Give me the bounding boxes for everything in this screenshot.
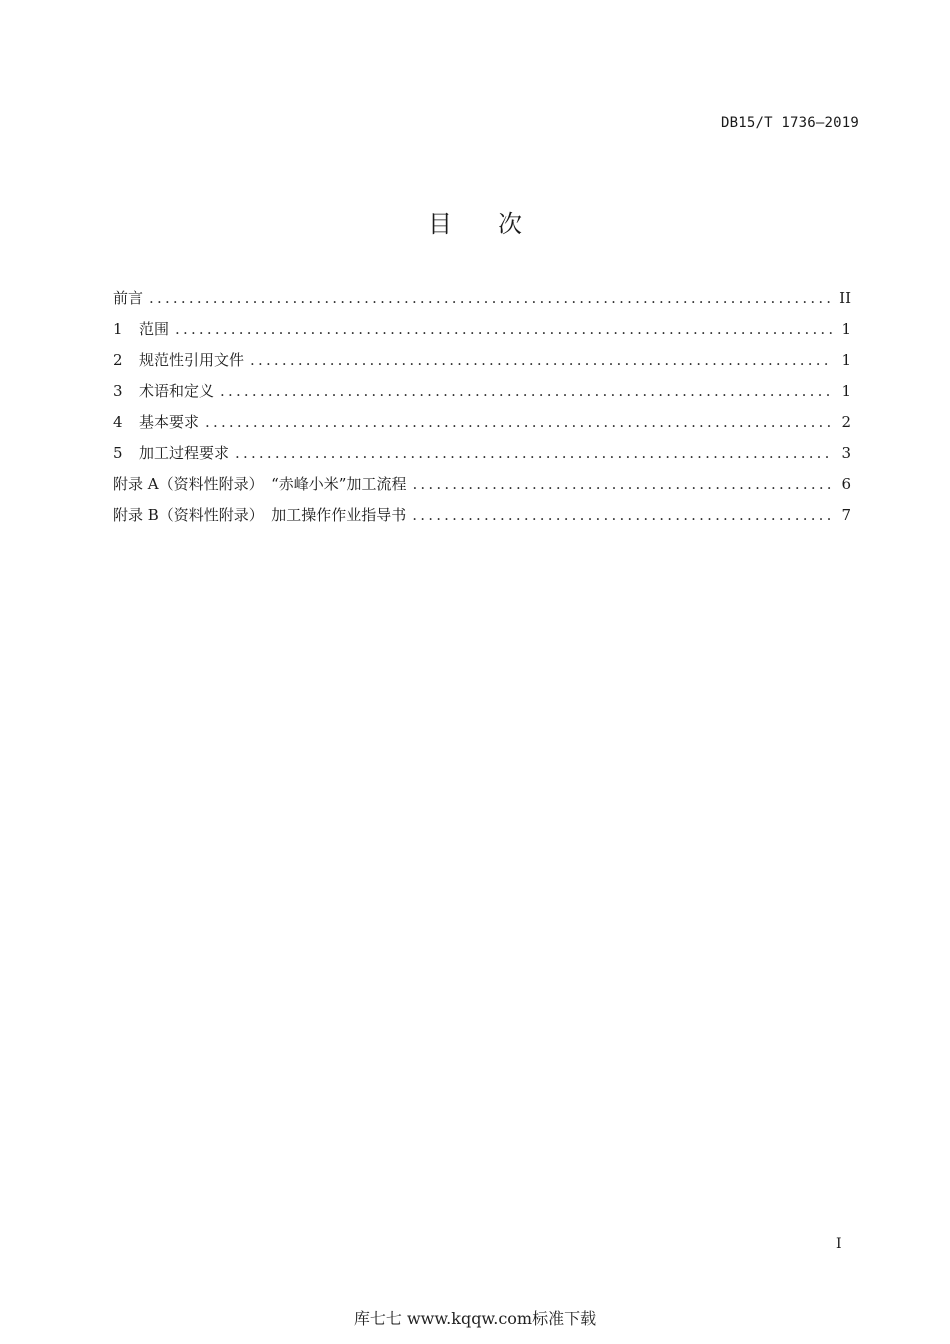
toc-entry-scope[interactable] [113, 318, 851, 349]
toc-entry-page: 7 [841, 506, 851, 524]
toc-entry-label: 基本要求 [139, 413, 200, 431]
toc-entry-processing-requirements[interactable] [113, 442, 851, 473]
watermark-text: 库七七 www.kqqw.com标准下载 [353, 1309, 597, 1328]
toc-leader-dots [235, 442, 833, 464]
toc-entry-label: 加工过程要求 [139, 444, 230, 462]
toc-entry-page: 3 [841, 444, 851, 462]
toc-leader-dots [205, 411, 833, 433]
toc-entry-page: II [839, 289, 851, 307]
toc-entry-page: 2 [841, 413, 851, 431]
toc-entry-number: 2 [113, 351, 123, 369]
toc-title: 目次 [428, 210, 568, 238]
page-number: I [836, 1236, 842, 1252]
toc-leader-dots [412, 504, 833, 526]
toc-entry-page: 6 [841, 475, 851, 493]
table-of-contents [113, 287, 851, 535]
toc-entry-page: 1 [841, 382, 851, 400]
toc-entry-number: 5 [113, 444, 123, 462]
toc-entry-number: 1 [113, 320, 123, 338]
toc-entry-normative-references[interactable] [113, 349, 851, 380]
toc-entry-number: 3 [113, 382, 123, 400]
toc-entry-terms-definitions[interactable] [113, 380, 851, 411]
toc-leader-dots [220, 380, 833, 402]
toc-leader-dots [149, 287, 833, 309]
toc-entry-label: 术语和定义 [139, 382, 215, 400]
toc-leader-dots [412, 473, 833, 495]
toc-entry-basic-requirements[interactable] [113, 411, 851, 442]
toc-leader-dots [175, 318, 833, 340]
toc-entry-page: 1 [841, 351, 851, 369]
toc-leader-dots [250, 349, 833, 371]
toc-entry-label: 前言 [113, 289, 144, 307]
toc-entry-appendix-b[interactable] [113, 504, 851, 535]
toc-entry-page: 1 [841, 320, 851, 338]
toc-entry-appendix-a[interactable] [113, 473, 851, 504]
toc-entry-label: 范围 [139, 320, 170, 338]
toc-entry-label: 附录 B（资料性附录） 加工操作作业指导书 [113, 506, 407, 524]
toc-entry-label: 规范性引用文件 [139, 351, 245, 369]
toc-entry-label: 附录 A（资料性附录） “赤峰小米”加工流程 [113, 475, 407, 493]
toc-entry-number: 4 [113, 413, 123, 431]
standard-code: DB15/T 1736—2019 [720, 115, 859, 131]
toc-entry-foreword[interactable] [113, 287, 851, 318]
